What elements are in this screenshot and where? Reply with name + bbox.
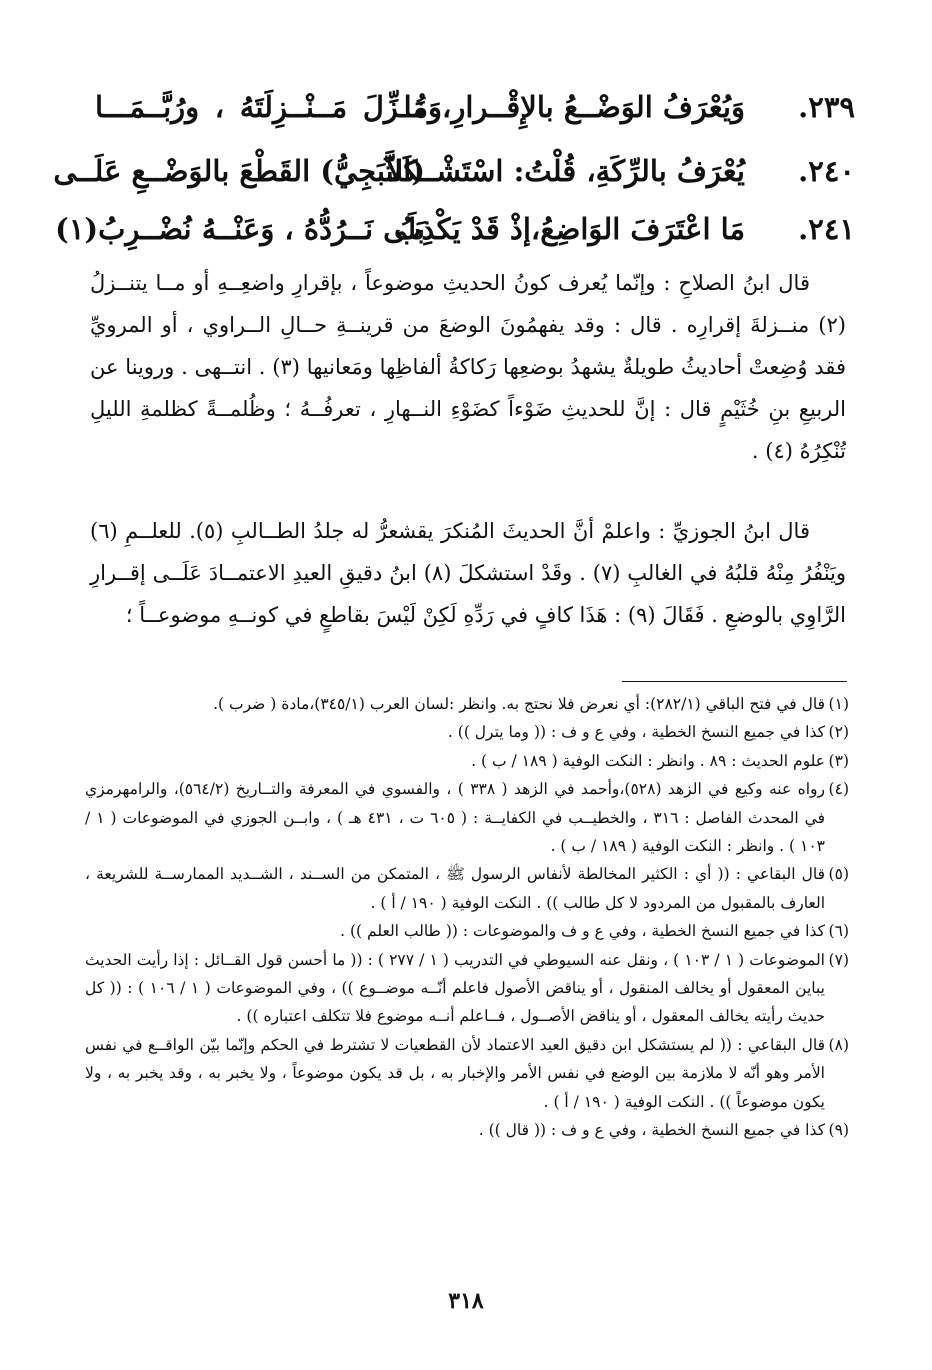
footnote [85,1031,849,1116]
verse-241 [55,201,855,257]
footnote-text: رواه عنه وكيع في الزهد (٥٢٨)،وأحمد في الزهد ( ٣٣٨ ) ، والفسوي في المعرفة والتــاريخ (٥٦٤/٢)، والرامهرمزي في المحدث الفاصل : ٣١٦ ، والخطيــب في الكفايــة : ( ٦٠٥ ت ، ٤٣١ هـ ) ، وابــن الجوزي في الموضوعات ( ١ / ١٠٣ ) . وانظر : النكت الوفية ( ١٨٩ / ب ) . [85,780,825,856]
footnote-text: قال في فتح الباقي (٢٨٢/١): أي نعرض فلا نحتج به. وانظر :لسان العرب (٣٤٥/١)،مادة ( ضرب ). [213,695,825,713]
verse-240 [53,143,855,199]
footnote-number: (٩) [828,1121,849,1140]
footnote [85,917,849,945]
footnote-number: (٤) [828,780,849,799]
footnote-number: (٣) [828,751,849,770]
footnote [85,946,849,1031]
footnote [85,747,849,775]
verse-second-hemistich: نُــزِّلَ مَــنْــزِلَتَهُ ، ورُبَّــمَـــا [95,90,425,124]
paragraph-text: قال ابنُ الصلاحِ : وإنّما يُعرف كونُ الحديثِ موضوعاً ، بإقرارِ واضعِــهِ أو مــا يتنــزلُ (٢) منــزلةَ إقرارِه . قال : وقد يفهمُونَ الوضعَ من قرينــةِ حــالِ الــراوي ، أو المرويِّ فقد وُضِعتْ أحاديثُ طويلةٌ يشهدُ بوضعِها رَكاكةُ ألفاظِها ومَعانيها (٣) . انتــهى . وروينا عن الربيعِ بنِ خُثَيْمٍ قال : إنَّ للحديثِ ضَوْءاً كضَوْءِ النــهارِ ، تعرفُــهُ ؛ وظُلمــةً كظلمةِ الليلِ تُنْكِرُهُ (٤) . [90,271,846,463]
verse-first-hemistich: يُعْرَفُ بالرِّكَةِ، قُلْتُ: اسْتَشْــكَلاَ [386,154,745,188]
footnote-text: كذا في جميع النسخ الخطية ، وفي ع و ف : (( وما يترل )) . [447,723,825,742]
page-number: ٣١٨ [448,1288,484,1314]
footnote [85,860,849,917]
verse-number: ٢٤٠. [798,154,855,188]
footnote-text: قال البقاعي : (( لم يستشكل ابن دقيق العيد الاعتماد لأن القطعيات لا تشترط في الحكم وإنّما بيّن الواقــع في نفس الأمر وهو أنّه لا ملازمة بين الوضع في نفس الأمر والإخبار به ، بل قد يكون موضوعاً ، ولا يخبر به ، وقد يخبر به ، ولا يكون موضوعاً )) . النكت الوفية ( ١٩٠ / أ ) . [85,1035,825,1111]
footnote-separator [622,681,847,682]
footnote [85,718,849,746]
footnote-number: (٦) [828,922,849,941]
footnote-number: (٨) [828,1035,849,1054]
verse-number: ٢٣٩. [798,90,855,124]
footnotes [85,690,849,1145]
commentary-paragraph-2 [90,510,846,636]
paragraph-text: قال ابنُ الجوزيِّ : واعلمْ أنَّ الحديثَ المُنكرَ يقشعرُّ له جلدُ الطــالبِ (٥). للعلــمِ (٦) ويَنْفُرُ مِنْهُ قلبُهُ في الغالبِ (٧) . وقَدْ استشكلَ (٨) ابنُ دقيقِ العيدِ الاعتمــادَ عَلَــى إقــرارِ الرَّاوِي بالوضعِ . فَقَالَ (٩) : هَذَا كافٍ في رَدِّهِ لَكِنْ لَيْسَ بقاطعٍ في كونــهِ موضوعــاً ؛ [90,519,847,627]
footnote-number: (٧) [828,950,849,969]
footnote [85,1116,849,1144]
footnote-text: علوم الحديث : ٨٩ . وانظر : النكت الوفية ( ١٨٩ / ب ) . [471,751,825,770]
footnote [85,690,849,718]
footnote-number: (٥) [828,865,849,884]
footnote-text: كذا في جميع النسخ الخطية ، وفي ع و ف والموضوعات : (( طالب العلم )) . [340,922,825,941]
footnote [85,775,849,860]
footnote-number: (٢) [828,723,849,742]
verse-number: ٢٤١. [798,212,855,246]
verse-239 [95,79,855,135]
footnote-number: (١) [828,695,849,713]
verse-second-hemistich: (الثَّبَجِيُّ) القَطْعَ بالوَضْــعِ عَلَــى [53,154,425,188]
verse-first-hemistich: مَا اعْتَرَفَ الوَاضِعُ،إذْ قَدْ يَكْذِبُ [394,212,745,246]
verse-second-hemistich: بَلَى نَــرُدُّهُ ، وَعَنْــهُ نُضْــرِبُ(١) [55,212,425,246]
commentary-paragraph-1 [90,262,846,472]
verse-first-hemistich: وَيُعْرَفُ الوَضْــعُ بالإِقْــرارِ،وَمَا [403,90,745,124]
footnote-text: كذا في جميع النسخ الخطية ، وفي ع و ف : (( قال )) . [478,1121,825,1140]
footnote-text: الموضوعات ( ١ / ١٠٣ ) ، ونقل عنه السيوطي في التدريب ( ١ / ٢٧٧ ) : (( ما أحسن قول القــائل : إذا رأيت الحديث يباين المعقول أو يخالف المنقول ، أو يناقض الأصول فاعلم أنّــه موضــوع )) ، وفي الموضوعات ( ١ / ١٠٦ ) : (( كل حديث رأيته يخالف المعقول ، أو يناقض الأصــول ، فــاعلم أنــه موضوع فلا تتكلف اعتباره )) . [85,950,825,1026]
footnote-text: قال البقاعي : (( أي : الكثير المخالطة لأنفاس الرسول ﷺ ، المتمكن من الســند ، الشــديد الممارســة للشريعة ، العارف بالمقبول من المردود لا كل طالب )) . النكت الوفية ( ١٩٠ / أ ) . [85,865,825,912]
